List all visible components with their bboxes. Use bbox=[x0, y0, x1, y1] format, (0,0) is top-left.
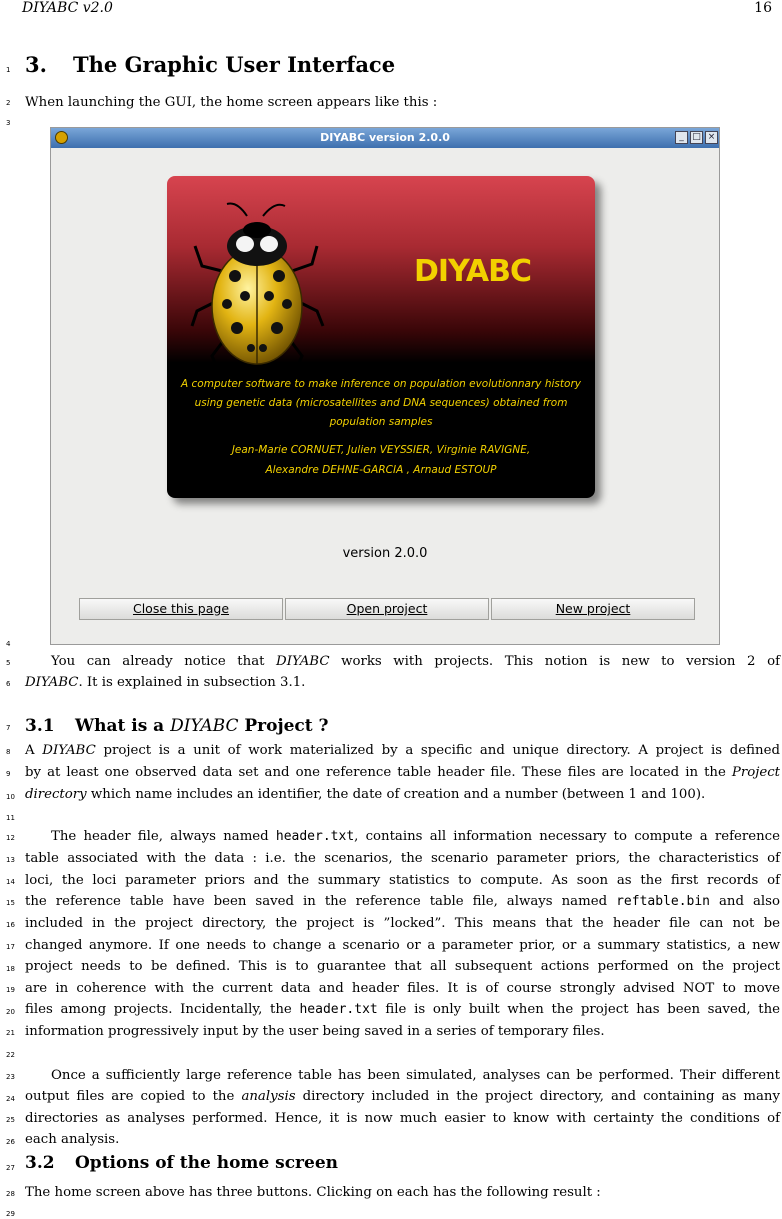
minimize-icon[interactable]: _ bbox=[675, 131, 688, 144]
line-number: 10 bbox=[6, 793, 15, 801]
open-project-button[interactable] bbox=[285, 598, 489, 620]
subsection-heading: 3.1 What is a DIYABC Project ? bbox=[25, 716, 329, 736]
section-title: The Graphic User Interface bbox=[73, 52, 396, 77]
section-number: 3. bbox=[25, 52, 47, 77]
gui-screenshot bbox=[50, 127, 720, 645]
close-page-label: Close this page bbox=[132, 601, 230, 616]
paragraph-line: table associated with the data : i.e. the scenarios, the scenario parameter priors, the characteristics of bbox=[25, 851, 780, 866]
line-number: 26 bbox=[6, 1138, 15, 1146]
line-number: 5 bbox=[6, 659, 11, 667]
authors-line: Alexandre DEHNE-GARCIA , Arnaud ESTOUP bbox=[265, 464, 497, 476]
window-title: DIYABC version 2.0.0 bbox=[320, 131, 450, 144]
tagline-line: A computer software to make inference on population evolutionnary history bbox=[181, 378, 581, 390]
page-number: 16 bbox=[754, 0, 772, 16]
line-number: 19 bbox=[6, 986, 15, 994]
paragraph-line: loci, the loci parameter priors and the summary statistics to compute. As soon as the first records of bbox=[25, 873, 780, 888]
paragraph-line: the reference table have been saved in the reference table file, always named reftable.bin and also bbox=[25, 894, 780, 909]
line-number: 8 bbox=[6, 748, 11, 756]
paragraph-line: The home screen above has three buttons. Clicking on each has the following result : bbox=[25, 1185, 601, 1200]
line-number: 11 bbox=[6, 814, 15, 822]
version-label: version 2.0.0 bbox=[342, 546, 428, 561]
line-number: 20 bbox=[6, 1008, 15, 1016]
paragraph-line: A DIYABC project is a unit of work materialized by a specific and unique directory. A project is defined bbox=[25, 743, 780, 758]
intro-text: When launching the GUI, the home screen appears like this : bbox=[25, 95, 438, 110]
tagline-line: using genetic data (microsatellites and DNA sequences) obtained from bbox=[194, 397, 568, 409]
paragraph-line: You can already notice that DIYABC works with projects. This notion is new to version 2 of bbox=[51, 654, 781, 669]
line-number: 2 bbox=[6, 99, 11, 107]
line-number: 24 bbox=[6, 1095, 15, 1103]
close-icon[interactable]: × bbox=[705, 131, 718, 144]
line-number: 1 bbox=[6, 66, 11, 74]
line-number: 9 bbox=[6, 770, 11, 778]
line-number: 16 bbox=[6, 921, 15, 929]
open-project-label: Open project bbox=[346, 601, 428, 616]
paragraph-line: directories as analyses performed. Hence, it is now much easier to know with certainty the conditions of bbox=[25, 1111, 780, 1126]
tagline-line: population samples bbox=[329, 416, 433, 428]
paragraph-line: output files are copied to the analysis directory included in the project directory, and containing as many bbox=[25, 1089, 780, 1104]
paragraph-line: by at least one observed data set and one reference table header file. These files are located in the Project bbox=[25, 765, 780, 780]
line-number: 23 bbox=[6, 1073, 15, 1081]
line-number: 6 bbox=[6, 680, 11, 688]
authors-line: Jean-Marie CORNUET, Julien VEYSSIER, Virginie RAVIGNE, bbox=[231, 444, 531, 456]
line-number: 15 bbox=[6, 899, 15, 907]
paragraph-line: changed anymore. If one needs to change a scenario or a parameter prior, or a summary statistics, a new bbox=[25, 938, 780, 953]
window-titlebar bbox=[51, 128, 719, 148]
paragraph-line: DIYABC. It is explained in subsection 3.1. bbox=[25, 675, 306, 690]
line-number: 7 bbox=[6, 724, 11, 732]
paragraph-line: included in the project directory, the project is ”locked”. This means that the header file can not be bbox=[25, 916, 780, 931]
line-number: 21 bbox=[6, 1029, 15, 1037]
line-number: 18 bbox=[6, 965, 15, 973]
paragraph-line: directory which name includes an identifier, the date of creation and a number (between 1 and 100). bbox=[25, 787, 706, 802]
line-number: 17 bbox=[6, 943, 15, 951]
splash-panel bbox=[167, 176, 595, 498]
line-number: 14 bbox=[6, 878, 15, 886]
line-number: 28 bbox=[6, 1190, 15, 1198]
close-page-button[interactable] bbox=[79, 598, 283, 620]
paragraph-line: information progressively input by the user being saved in a series of temporary files. bbox=[25, 1024, 605, 1039]
new-project-button[interactable] bbox=[491, 598, 695, 620]
line-number: 22 bbox=[6, 1051, 15, 1059]
maximize-icon[interactable]: □ bbox=[690, 131, 703, 144]
paragraph-line: are in coherence with the current data and header files. It is of course strongly advised NOT to move bbox=[25, 981, 780, 996]
running-title: DIYABC v2.0 bbox=[22, 0, 113, 16]
brand-title: DIYABC bbox=[414, 254, 532, 289]
paragraph-line: project needs to be defined. This is to guarantee that all subsequent actions performed on the project bbox=[25, 959, 780, 974]
subsection-heading: 3.2 Options of the home screen bbox=[25, 1153, 339, 1173]
line-number: 4 bbox=[6, 640, 11, 648]
line-number: 3 bbox=[6, 119, 11, 127]
new-project-label: New project bbox=[555, 601, 631, 616]
paragraph-line: each analysis. bbox=[25, 1132, 120, 1147]
paragraph-line: files among projects. Incidentally, the header.txt file is only built when the project has been saved, the bbox=[25, 1002, 780, 1017]
paragraph-line: The header file, always named header.txt, contains all information necessary to compute a reference bbox=[51, 829, 780, 844]
paragraph-line: Once a sufficiently large reference table has been simulated, analyses can be performed. Their different bbox=[51, 1068, 780, 1083]
line-number: 27 bbox=[6, 1164, 15, 1172]
section-heading bbox=[25, 52, 395, 77]
line-number: 25 bbox=[6, 1116, 15, 1124]
line-number: 13 bbox=[6, 856, 15, 864]
line-number: 29 bbox=[6, 1210, 15, 1218]
line-number: 12 bbox=[6, 834, 15, 842]
